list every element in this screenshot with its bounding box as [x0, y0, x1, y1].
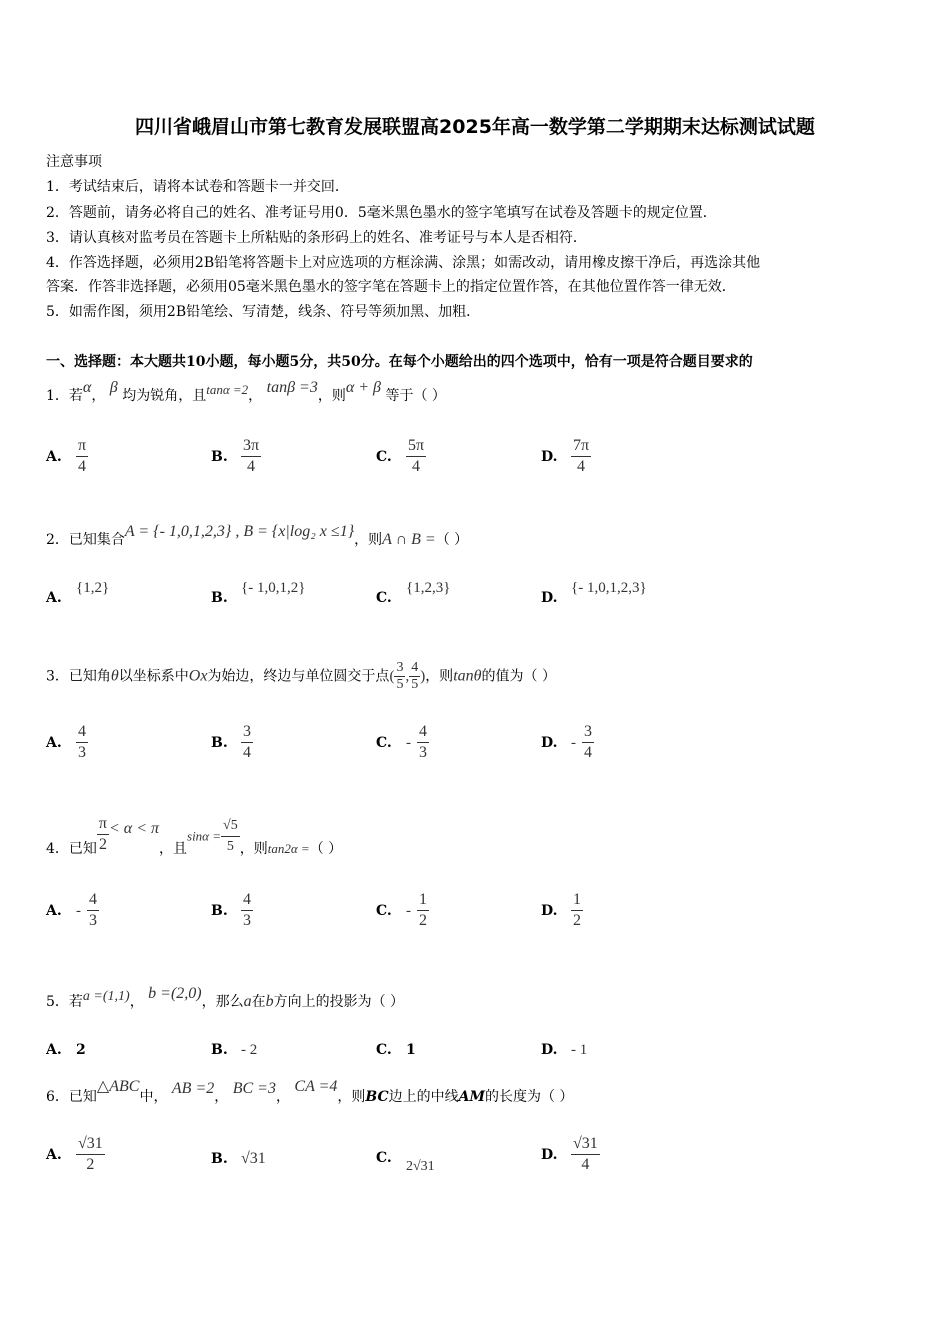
notice-item: 3．请认真核对监考员在答题卡上所粘贴的条形码上的姓名、准考证号与本人是否相符． — [46, 230, 587, 246]
q6-option-c[interactable]: C.2√31 — [376, 1150, 435, 1174]
q4-option-c[interactable]: C. - $\frac{1}{2}$ — [376, 891, 427, 929]
notice-item: 5．如需作图，须用2B铅笔绘、写清楚，线条、符号等须加黑、加粗． — [46, 304, 481, 320]
notice-heading: 注意事项 — [46, 154, 102, 170]
q1-option-d[interactable]: D. $\frac{7\pi}{4}$ — [541, 437, 590, 475]
q3-option-d[interactable]: D. - $\frac{3}{4}$ — [541, 723, 592, 761]
section-heading: 一、选择题：本大题共10小题，每小题5分，共50分。在每个小题给出的四个选项中，恰有一项是符合题目要求的 — [46, 354, 753, 370]
question-6: 6．已知△ABC中， AB =2， BC =3， CA =4，则BC边上的中线AM的长度为（ ） — [46, 1078, 574, 1105]
q6-option-b[interactable]: B. √31 — [211, 1150, 266, 1167]
q2-option-c[interactable]: C.{1,2,3} — [376, 580, 451, 606]
question-1: 1．若α， β 均为锐角，且tanα =2， tanβ =3，则α + β 等于（ ） — [46, 379, 446, 404]
q4-option-d[interactable]: D. $\frac{1}{2}$ — [541, 891, 581, 929]
notice-item: 4．作答选择题，必须用2B铅笔将答题卡上对应选项的方框涂满、涂黑；如需改动，请用橡皮擦干净后，再选涂其他 — [46, 255, 761, 271]
beta-symbol: β — [109, 379, 118, 396]
q1-option-b[interactable]: B. $\frac{3\pi}{4}$ — [211, 437, 260, 475]
notice-item: 2．答题前，请务必将自己的姓名、准考证号用0．5毫米黑色墨水的签字笔填写在试卷及答题卡的规定位置． — [46, 205, 717, 221]
q1-option-a[interactable]: A. $\frac{\pi}{4}$ — [46, 437, 87, 475]
q3-option-a[interactable]: A. $\frac{4}{3}$ — [46, 723, 86, 761]
q2-option-a[interactable]: A.{1,2} — [46, 580, 110, 606]
notice-item: 答案．作答非选择题，必须用05毫米黑色墨水的签字笔在答题卡上的指定位置作答，在其他位置作答一律无效． — [46, 279, 736, 295]
question-2: 2．已知集合A = {- 1,0,1,2,3} , B = {x|log₂ x ≤1}，则A ∩ B =（ ） — [46, 523, 469, 548]
q5-option-d[interactable]: D. - 1 — [541, 1042, 588, 1058]
question-3: 3．已知角θ以坐标系中Ox为始边，终边与单位圆交于点( $\frac{3}{5}$ , $\frac{4}{5}$ )，则tanθ的值为（ ） — [46, 660, 556, 692]
alpha-symbol: α — [82, 379, 92, 396]
q2-option-d[interactable]: D.{- 1,0,1,2,3} — [541, 580, 647, 606]
notice-item: 1．考试结束后，请将本试卷和答题卡一并交回． — [46, 179, 349, 195]
question-5: 5．若a =(1,1)， b =(2,0)，那么a在b方向上的投影为（ ） — [46, 985, 405, 1010]
page-title: 四川省峨眉山市第七教育发展联盟高2025年高一数学第二学期期末达标测试试题 — [135, 116, 815, 138]
q4-option-b[interactable]: B. $\frac{4}{3}$ — [211, 891, 251, 929]
question-4: 4．已知 $\frac{\pi}{2}$ < α < π，且sinα = $\frac{√5}{5}$ ，则tan2α =（ ） — [46, 815, 343, 857]
q5-option-c[interactable]: C. 1 — [376, 1042, 416, 1058]
q3-option-b[interactable]: B. $\frac{3}{4}$ — [211, 723, 251, 761]
q1-option-c[interactable]: C. $\frac{5\pi}{4}$ — [376, 437, 425, 475]
q3-option-c[interactable]: C. - $\frac{4}{3}$ — [376, 723, 427, 761]
q6-option-d[interactable]: D. $\frac{√31}{4}$ — [541, 1135, 598, 1173]
q4-option-a[interactable]: A. - $\frac{4}{3}$ — [46, 891, 97, 929]
q5-option-b[interactable]: B. - 2 — [211, 1042, 258, 1058]
q5-option-a[interactable]: A. 2 — [46, 1042, 86, 1058]
q2-option-b[interactable]: B.{- 1,0,1,2} — [211, 580, 306, 606]
q6-option-a[interactable]: A. $\frac{√31}{2}$ — [46, 1135, 103, 1173]
